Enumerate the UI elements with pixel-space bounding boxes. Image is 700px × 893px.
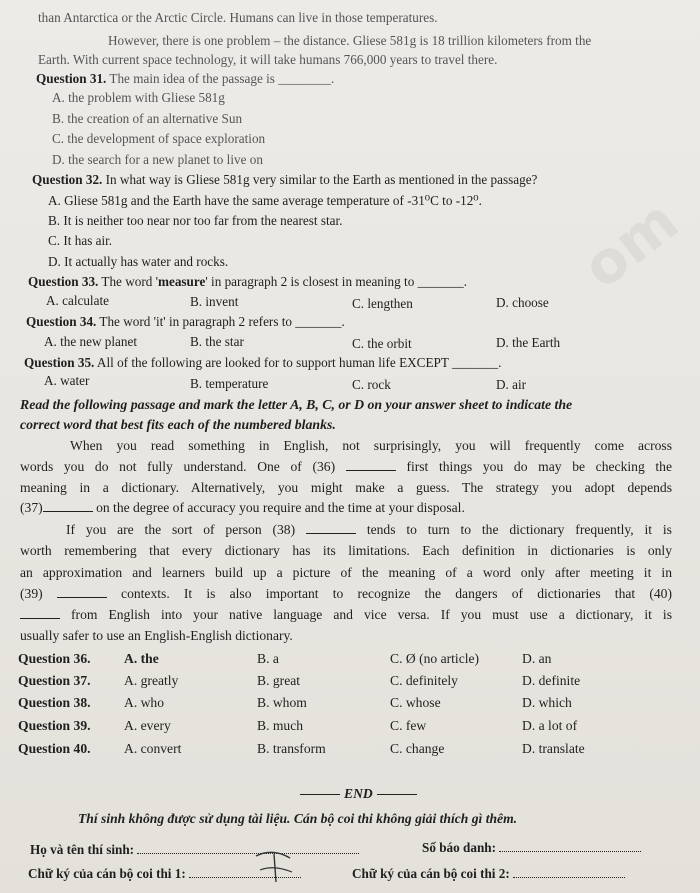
passage-text: If you are the sort of person (38) [66, 522, 296, 537]
blank-40 [20, 607, 60, 619]
q32-option-c: C. It has air. [48, 233, 113, 248]
cloze-37-option-a: A. greatly [124, 673, 179, 688]
intro-line-2: However, there is one problem – the distance. Gliese 581g is 18 trillion kilometers from the [108, 33, 592, 48]
q33-option-a: A. calculate [46, 293, 109, 308]
q33-option-d: D. choose [496, 295, 549, 310]
question-33-text-post: ' in paragraph 2 is closest in meaning to _______. [205, 274, 468, 289]
question-35-label: Question 35. [24, 355, 95, 370]
end-marker [296, 786, 421, 802]
passage-p2-line-5 [20, 607, 672, 623]
q31-option-c: C. the development of space exploration [52, 131, 266, 146]
cloze-39-option-d: D. a lot of [522, 718, 578, 733]
passage-text: first things you do may be checking the [406, 459, 673, 474]
invigilator-2-dots [513, 866, 625, 878]
question-32-label: Question 32. [32, 172, 103, 187]
q35-option-c: C. rock [352, 377, 391, 392]
cloze-39-option-b: B. much [257, 718, 304, 733]
question-35 [24, 355, 501, 371]
cloze-40-option-c: C. change [390, 741, 445, 756]
passage-text: tends to turn to the dictionary frequently, it is [366, 522, 672, 537]
cloze-39-option-c: C. few [390, 718, 427, 733]
cloze-38-option-c: C. whose [390, 695, 441, 710]
q35-option-b: B. temperature [190, 376, 269, 391]
cloze-label-40: Question 40. [18, 741, 91, 756]
instruction-line-1: Read the following passage and mark the letter A, B, C, or D on your answer sheet to indicate the [20, 397, 573, 412]
q34-option-a: A. the new planet [44, 334, 138, 349]
passage-p2-line-4 [20, 586, 672, 602]
q33-option-c: C. lengthen [352, 296, 413, 311]
passage-p1-line-1: When you read something in English, not surprisingly, you will frequently come across [70, 438, 672, 453]
candidate-number-dots [499, 840, 641, 852]
candidate-number-field [422, 840, 641, 856]
q32-option-d: D. It actually has water and rocks. [48, 254, 229, 269]
cloze-37-option-d: D. definite [522, 673, 581, 688]
q34-option-b: B. the star [190, 334, 244, 349]
question-32 [32, 172, 537, 188]
candidate-name-dots [137, 842, 359, 854]
cloze-40-option-d: D. translate [522, 741, 585, 756]
invigilator-1-label: Chữ ký của cán bộ coi thi 1: [28, 866, 186, 881]
invigilator-2-label: Chữ ký của cán bộ coi thi 2: [352, 866, 510, 881]
cloze-37-option-c: C. definitely [390, 673, 458, 688]
passage-text: (37) [20, 500, 43, 515]
passage-p2-line-1 [66, 522, 672, 538]
handwritten-mark-icon [250, 846, 300, 886]
passage-text: on the degree of accuracy you require and the time at your disposal. [96, 500, 465, 515]
q31-option-a: A. the problem with Gliese 581g [52, 90, 225, 105]
cloze-label-38: Question 38. [18, 695, 91, 710]
passage-text: contexts. It is also important to recognize the dangers of dictionaries that (40) [121, 586, 672, 601]
cloze-40-option-a: A. convert [124, 741, 182, 756]
blank-36 [346, 459, 396, 471]
q34-option-d: D. the Earth [496, 335, 561, 350]
candidate-name-field [30, 842, 359, 858]
passage-p2-line-3: an approximation and learners build up a picture of the meaning of a word only after meeting it in [20, 565, 672, 580]
cloze-38-option-b: B. whom [257, 695, 307, 710]
question-34-text: The word 'it' in paragraph 2 refers to _______. [99, 314, 345, 329]
cloze-label-37: Question 37. [18, 673, 91, 688]
intro-line-3: Earth. With current space technology, it will take humans 766,000 years to travel there. [38, 52, 498, 67]
question-31 [36, 71, 334, 87]
end-dash-left [300, 794, 340, 795]
watermark: om [569, 186, 691, 302]
intro-line-1: than Antarctica or the Arctic Circle. Humans can live in those temperatures. [38, 10, 438, 25]
cloze-label-39: Question 39. [18, 718, 91, 733]
q35-option-d: D. air [496, 377, 527, 392]
q34-option-c: C. the orbit [352, 336, 412, 351]
q32-option-a: A. Gliese 581g and the Earth have the same average temperature of -31⁰C to -12⁰. [48, 193, 482, 208]
candidate-name-label: Họ và tên thí sinh: [30, 842, 135, 857]
question-33-label: Question 33. [28, 274, 99, 289]
invigilator-2-field [352, 866, 625, 882]
cloze-38-option-a: A. who [124, 695, 165, 710]
cloze-36-option-d: D. an [522, 651, 552, 666]
passage-p1-line-4 [20, 500, 672, 516]
passage-p1-line-3: meaning in a dictionary. Alternatively, you might make a guess. The strategy you adopt depends [20, 480, 672, 495]
q31-option-d: D. the search for a new planet to live on [52, 152, 263, 167]
candidate-number-label: Số báo danh: [422, 840, 497, 855]
cloze-36-option-b: B. a [257, 651, 279, 666]
question-35-text: All of the following are looked for to support human life EXCEPT _______. [96, 355, 502, 370]
end-text: END [344, 786, 373, 801]
cloze-36-option-a: A. the [124, 651, 159, 666]
blank-38 [306, 522, 356, 534]
question-31-label: Question 31. [36, 71, 107, 86]
question-33-text-pre: The word ' [101, 274, 158, 289]
cloze-38-option-d: D. which [522, 695, 572, 710]
passage-p2-line-6: usually safer to use an English-English dictionary. [20, 628, 293, 643]
passage-text: (39) [20, 586, 43, 601]
cloze-label-36: Question 36. [18, 651, 91, 666]
blank-37 [43, 500, 93, 512]
question-31-text: The main idea of the passage is ________. [109, 71, 335, 86]
question-33 [28, 274, 467, 290]
passage-text: words you do not fully understand. One of (36) [20, 459, 336, 474]
q32-option-b: B. It is neither too near nor too far from the nearest star. [48, 213, 343, 228]
cloze-39-option-a: A. every [124, 718, 171, 733]
question-34 [26, 314, 345, 330]
end-dash-right [377, 794, 417, 795]
cloze-37-option-b: B. great [257, 673, 301, 688]
passage-text: from English into your native language and vice versa. If you must use a dictionary, it is [71, 607, 673, 622]
question-32-text: In what way is Gliese 581g very similar to the Earth as mentioned in the passage? [105, 172, 538, 187]
question-33-word: measure [157, 274, 206, 289]
blank-39 [57, 586, 107, 598]
instruction-line-2: correct word that best fits each of the numbered blanks. [20, 417, 336, 432]
passage-p2-line-2: worth remembering that every dictionary has its limitations. Each definition in dictionaries is only [20, 543, 672, 558]
passage-p1-line-2 [20, 459, 672, 475]
cloze-36-option-c: C. Ø (no article) [390, 651, 480, 666]
q35-option-a: A. water [44, 373, 90, 388]
cloze-40-option-b: B. transform [257, 741, 326, 756]
q31-option-b: B. the creation of an alternative Sun [52, 111, 243, 126]
q33-option-b: B. invent [190, 294, 239, 309]
question-34-label: Question 34. [26, 314, 97, 329]
exam-note: Thí sinh không được sử dụng tài liệu. Cán bộ coi thi không giải thích gì thêm. [78, 811, 518, 826]
